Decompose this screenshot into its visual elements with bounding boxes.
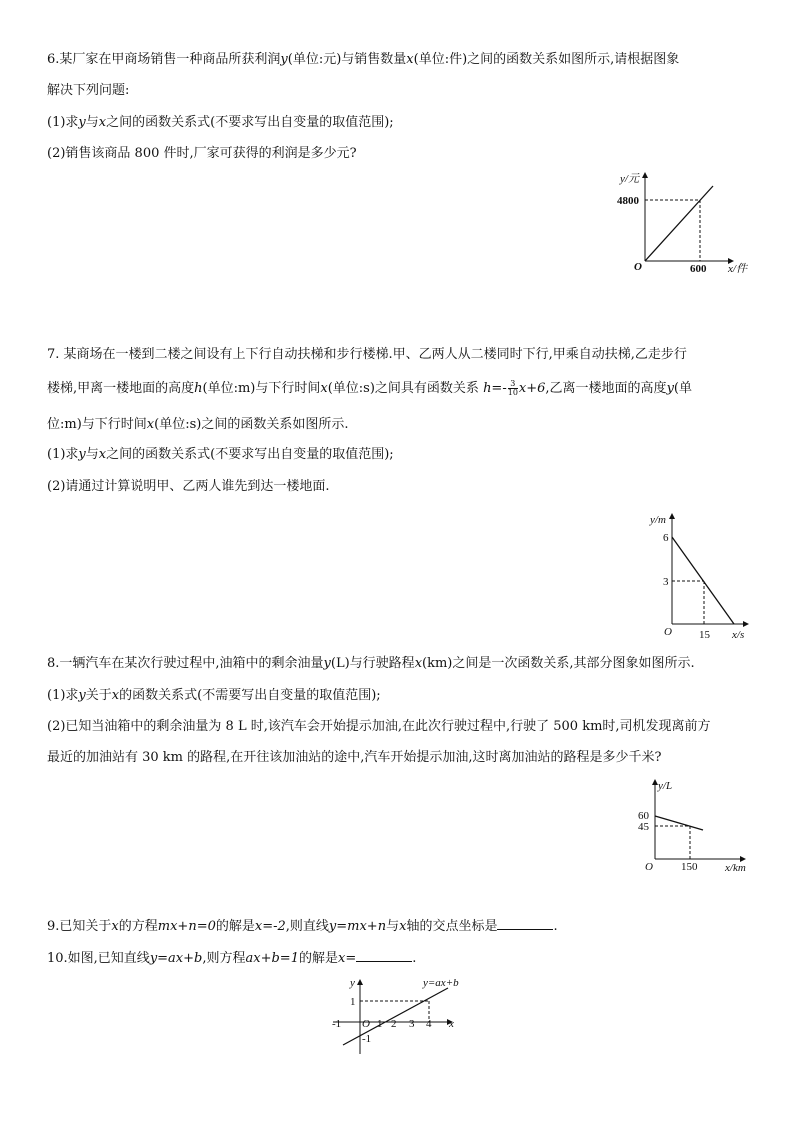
q7-line-2 — [47, 380, 692, 398]
q9-text: 的解是 — [215, 919, 255, 934]
x-tick-3: 3 — [409, 1018, 415, 1030]
q8-text: 的函数关系式(不需要写出自变量的取值范围); — [119, 688, 381, 703]
y-tick-mid: 3 — [663, 576, 669, 588]
y-tick-top: 60 — [638, 810, 649, 822]
data-line — [645, 186, 713, 261]
q6-text: 与 — [85, 115, 99, 130]
equation: ax+b=1 — [245, 951, 299, 966]
q8-part-2-line-1: (2)已知当油箱中的剩余油量为 8 L 时,该汽车会开始提示加油,在此次行驶过程中,行驶了 500 km时,司机发现离前方 — [47, 719, 711, 734]
q8-part-2-line-2: 最近的加油站有 30 km 的路程,在开往该加油站的途中,汽车开始提示加油,这时离加油站的路程是多少千米? — [47, 750, 662, 765]
q9-text: 与 — [386, 919, 400, 934]
var-x: x — [399, 919, 407, 934]
origin-label: O — [634, 261, 642, 273]
q10-graph — [325, 972, 475, 1057]
y-tick-pos: 1 — [350, 996, 356, 1008]
q7-text: (单位:s)之间具有函数关系 — [327, 381, 479, 396]
q7-graph — [640, 508, 760, 643]
q6-line-1 — [47, 51, 679, 69]
x-axis-label: x/km — [725, 862, 746, 874]
q6-text: 6.某厂家在甲商场销售一种商品所获利润 — [47, 52, 281, 67]
var-x: x — [406, 52, 414, 67]
answer-blank[interactable] — [356, 949, 412, 962]
q8-text: (L)与行驶路程 — [330, 656, 415, 671]
q6-part-2: (2)销售该商品 800 件时,厂家可获得的利润是多少元? — [47, 146, 357, 161]
var-h: h — [194, 381, 203, 396]
line-equation: y=ax+b — [149, 951, 203, 966]
q7-part-1 — [47, 446, 394, 464]
formula-lhs: h=- — [483, 381, 507, 396]
y-axis-label: y — [350, 977, 355, 989]
solution: x=-2 — [254, 919, 286, 934]
q10-text: ,则方程 — [202, 951, 246, 966]
q10-line — [47, 949, 416, 968]
fraction — [508, 380, 518, 397]
equation: mx+n=0 — [157, 919, 216, 934]
var-y: y — [78, 115, 86, 130]
q9-text: 轴的交点坐标是 — [406, 919, 498, 934]
var-x: x — [98, 115, 107, 130]
q7-part-2: (2)请通过计算说明甲、乙两人谁先到达一楼地面. — [47, 479, 330, 494]
q7-text: (单 — [673, 381, 692, 396]
solution-prefix: x= — [337, 951, 357, 966]
y-axis-label: y/L — [658, 780, 673, 792]
x-tick-2: 2 — [391, 1018, 397, 1030]
data-line — [655, 816, 703, 830]
origin-label: O — [362, 1018, 370, 1030]
data-line — [343, 988, 448, 1045]
q7-text: 位:m)与下行时间 — [47, 417, 147, 432]
q8-part-1 — [47, 687, 381, 705]
q8-graph — [630, 774, 780, 879]
origin-label: O — [664, 626, 672, 638]
x-tick-4: 4 — [426, 1018, 432, 1030]
y-axis-label: y/m — [650, 514, 666, 526]
q10-text: 10.如图,已知直线 — [47, 951, 150, 966]
origin-label: O — [645, 861, 653, 873]
x-tick-neg: -1 — [332, 1018, 342, 1030]
q10-text: . — [412, 951, 417, 966]
answer-blank[interactable] — [497, 917, 553, 930]
q8-text: (km)之间是一次函数关系,其部分图象如图所示. — [422, 656, 695, 671]
q10-text: 的解是 — [298, 951, 338, 966]
q9-text: 9.已知关于 — [47, 919, 112, 934]
q6-text: (单位:元)与销售数量 — [287, 52, 407, 67]
x-axis-label: x/s — [732, 629, 745, 641]
q9-text: 的方程 — [118, 919, 158, 934]
var-x: x — [146, 417, 155, 432]
x-tick: 600 — [690, 263, 707, 275]
q7-text: ,乙离一楼地面的高度 — [545, 381, 667, 396]
line-label: y=ax+b — [423, 977, 459, 989]
var-x: x — [111, 919, 119, 934]
x-axis-label: x — [449, 1018, 454, 1030]
q8-text: 关于 — [85, 688, 112, 703]
frac-num: 3 — [508, 380, 518, 389]
line-equation: y=mx+n — [328, 919, 387, 934]
q9-text: ,则直线 — [285, 919, 329, 934]
q7-line-3 — [47, 416, 348, 434]
q7-text: 楼梯,甲离一楼地面的高度 — [47, 381, 195, 396]
q6-graph — [610, 168, 780, 278]
q8-text: 8.一辆汽车在某次行驶过程中,油箱中的剩余油量 — [47, 656, 324, 671]
q7-text: 之间的函数关系式(不要求写出自变量的取值范围); — [106, 447, 394, 462]
q7-text: (单位:s)之间的函数关系如图所示. — [154, 417, 349, 432]
var-x: x — [320, 381, 328, 396]
y-axis-label: y/元 — [620, 173, 639, 185]
var-x: x — [414, 656, 423, 671]
var-y: y — [280, 52, 288, 67]
x-axis-label: x/件 — [728, 263, 747, 275]
q6-text: 之间的函数关系式(不要求写出自变量的取值范围); — [106, 115, 394, 130]
q7-line-1: 7. 某商场在一楼到二楼之间设有上下行自动扶梯和步行楼梯.甲、乙两人从二楼同时下行,甲乘自动扶梯,乙走步行 — [47, 347, 687, 362]
x-tick: 150 — [681, 861, 698, 873]
x-tick-1: 1 — [377, 1018, 383, 1030]
q8-text: (1)求 — [47, 688, 79, 703]
y-tick: 4800 — [617, 195, 639, 207]
q7-text: (单位:m)与下行时间 — [202, 381, 321, 396]
var-x: x — [98, 447, 107, 462]
q8-line-1 — [47, 655, 695, 673]
y-tick-mid: 45 — [638, 821, 649, 833]
q6-line-2: 解决下列问题: — [47, 83, 130, 98]
q7-text: 与 — [85, 447, 99, 462]
y-tick-top: 6 — [663, 532, 669, 544]
var-x: x — [111, 688, 120, 703]
var-y: y — [78, 447, 86, 462]
var-y: y — [78, 688, 86, 703]
formula-rhs: x+6 — [518, 381, 546, 396]
q6-text: (单位:件)之间的函数关系如图所示,请根据图象 — [413, 52, 680, 67]
var-y: y — [323, 656, 331, 671]
q9-line — [47, 917, 558, 936]
q7-text: (1)求 — [47, 447, 79, 462]
frac-den: 10 — [507, 388, 518, 397]
x-tick: 15 — [699, 629, 710, 641]
q6-part-1 — [47, 114, 394, 132]
q6-text: (1)求 — [47, 115, 79, 130]
y-tick-neg: -1 — [362, 1033, 372, 1045]
var-y: y — [666, 381, 674, 396]
q9-text: . — [553, 919, 558, 934]
